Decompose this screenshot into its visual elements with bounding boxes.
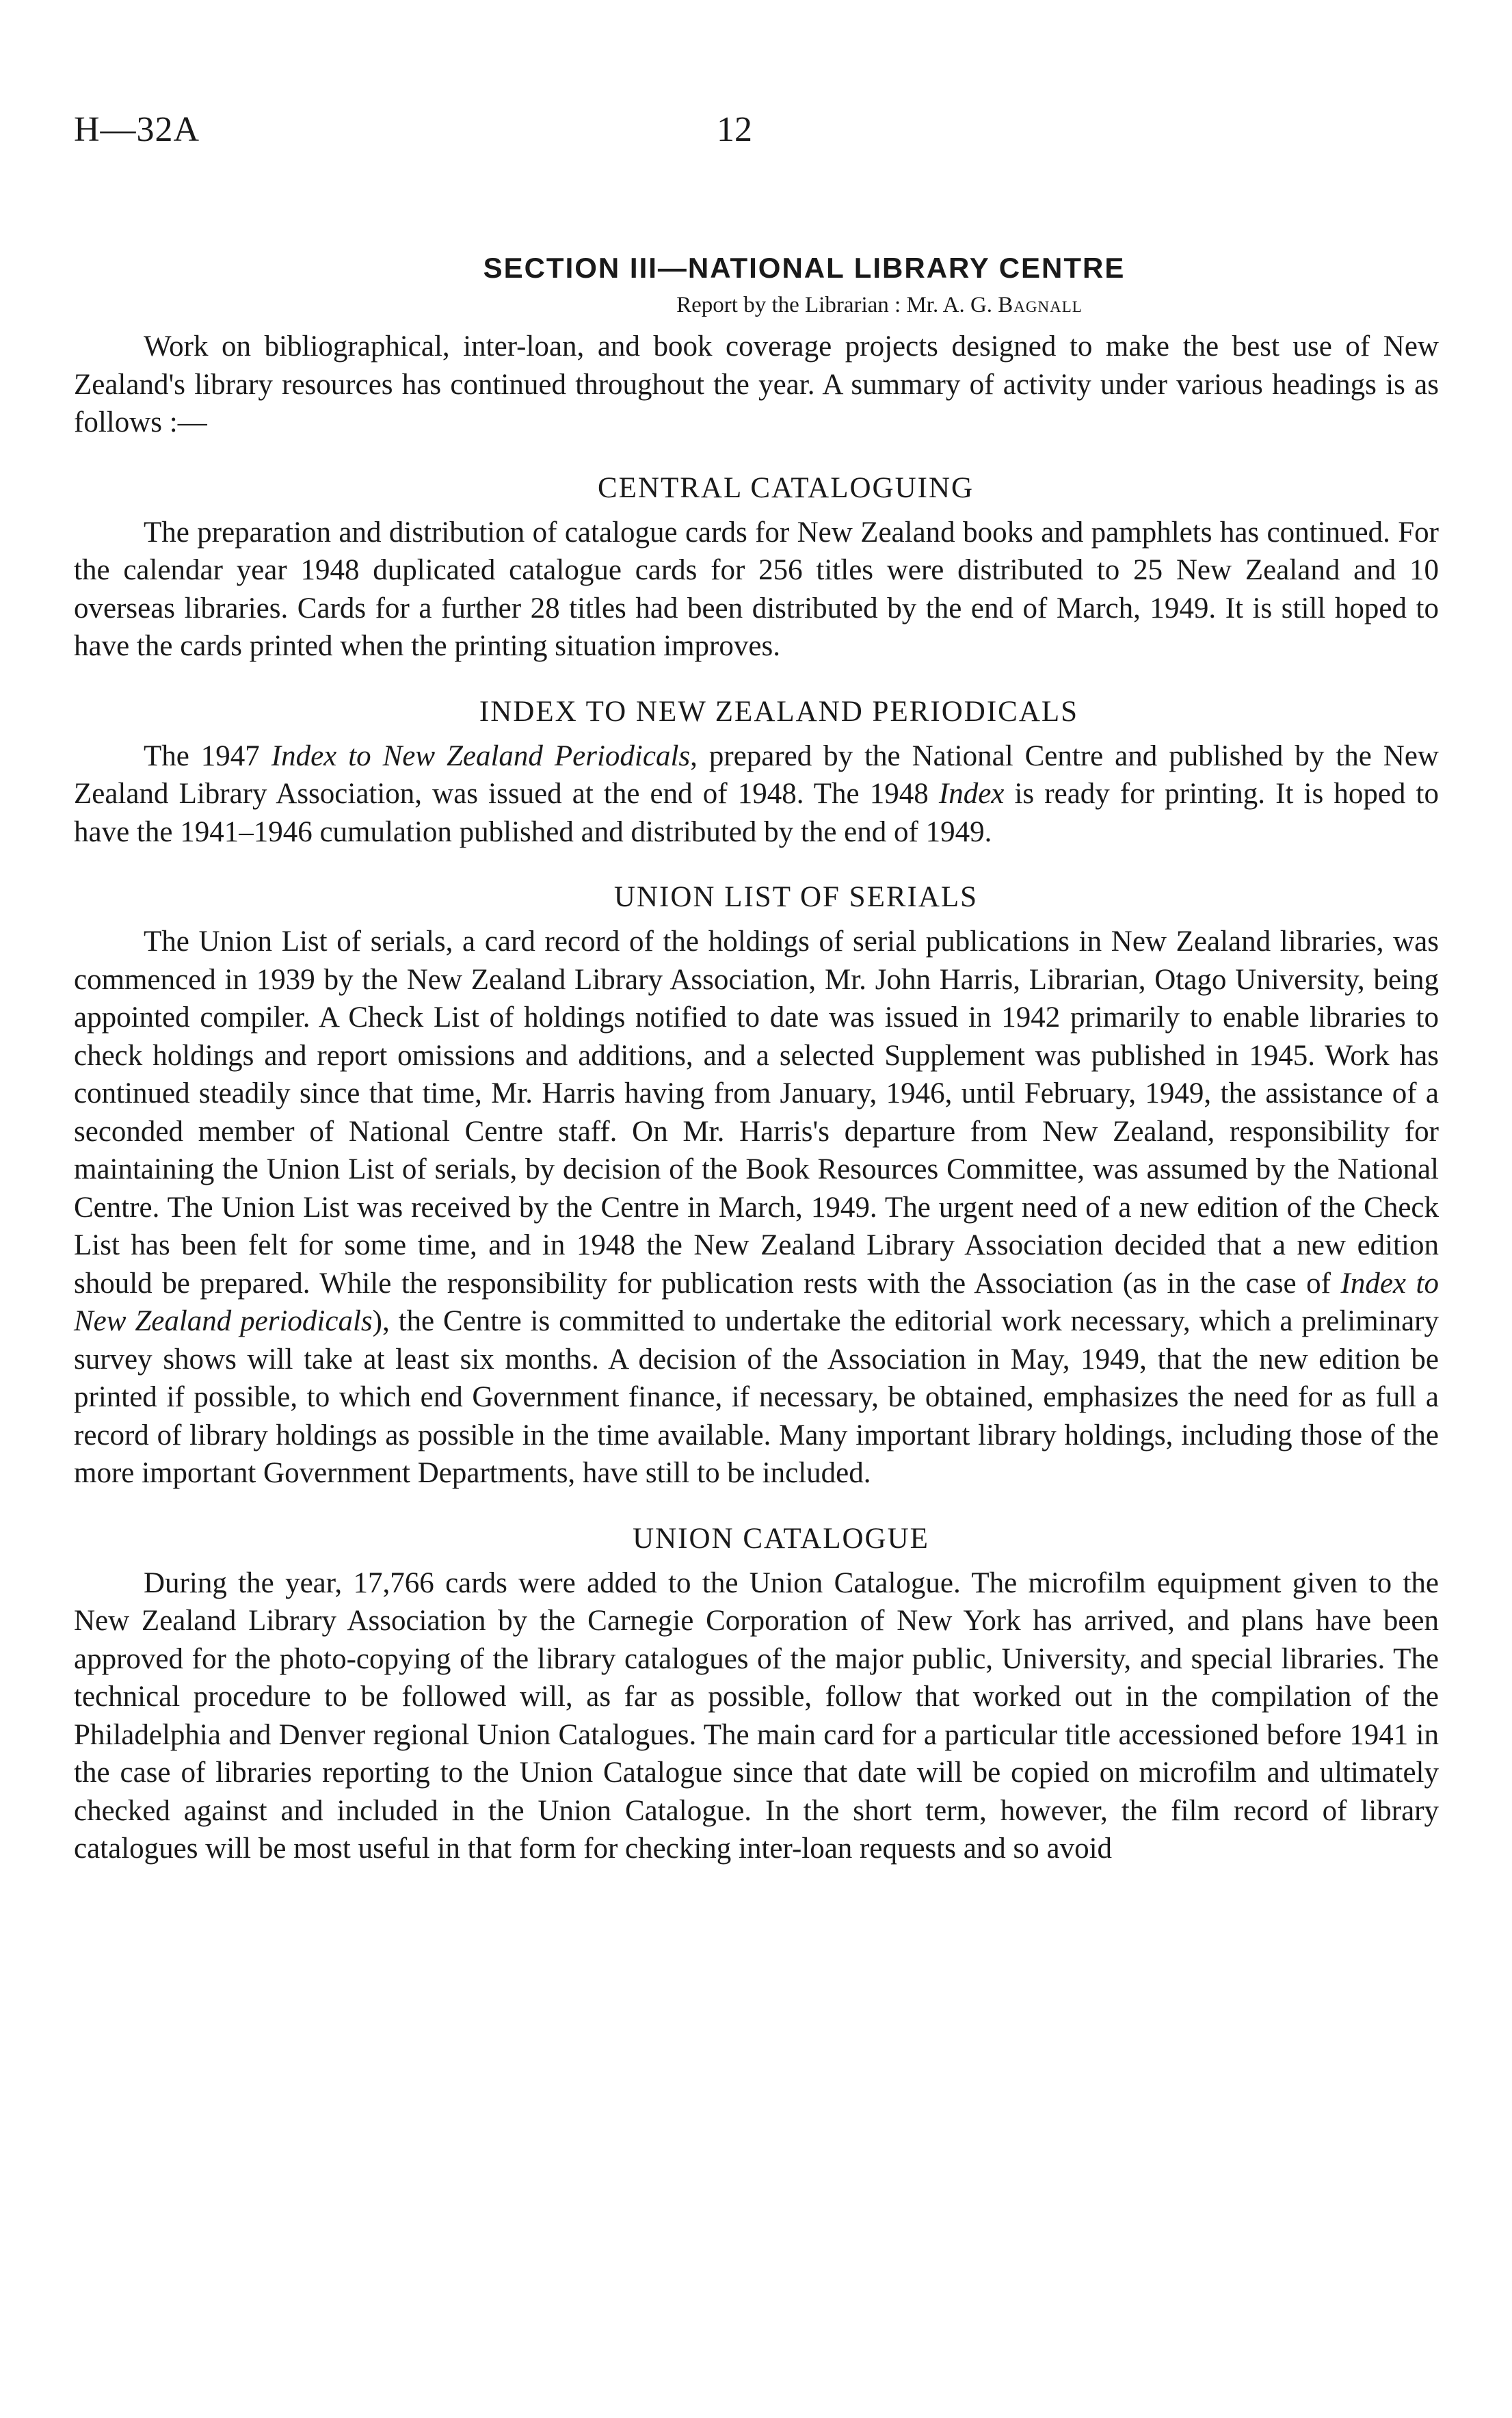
union-catalogue-heading: UNION CATALOGUE [633,1522,929,1555]
section-title: SECTION III—NATIONAL LIBRARY CENTRE [483,252,1126,284]
document-code: H—32A [74,110,200,149]
index-periodicals-paragraph [74,737,1439,852]
index-text-part-1: The 1947 [144,739,271,772]
page-header [74,109,1439,171]
index-title-italic: Index to New Zealand Periodicals [271,739,691,772]
report-author-name: Bagnall [998,293,1083,317]
index-periodicals-heading: INDEX TO NEW ZEALAND PERIODICALS [479,695,1079,728]
union-list-text-part-2: ), the Centre is committed to undertake the editorial work necessary, which a preliminary survey shows will take at least six months. A decision of the Association in May, 1949, that the new edition be printed if possible, to which end Government finance, if necessary, be obtained, emphasizes the need for as full a record of library holdings as possible in the time available. Many important library holdings, including those of the more important Government Departments, have still to be included. [74,1305,1440,1489]
page-number: 12 [717,110,752,149]
index-text-part-3: is ready for printing. It is hoped to have the 1941–1946 cumulation published and distributed by the end of 1949. [74,778,1439,848]
report-byline [74,293,1439,318]
union-list-title-italic: Index to New Zealand periodicals [74,1267,1439,1337]
union-list-paragraph [74,923,1439,1493]
document-page [74,109,1439,1868]
central-cataloguing-paragraph: The preparation and distribution of catalogue cards for New Zealand books and pamphlets has continued. For the calendar year 1948 duplicated catalogue cards for 256 titles were distributed to 25 New Zealand and 10 overseas libraries. Cards for a further 28 titles had been distributed by the end of March, 1949. It is still hoped to have the cards printed when the printing situation improves. [74,516,1439,662]
union-list-heading: UNION LIST OF SERIALS [613,881,979,913]
index-text-part-2: , prepared by the National Centre and published by the New Zealand Library Association, was issued at the end of 1948. The 1948 [74,739,1439,810]
union-list-text-part-1: The Union List of serials, a card record of the holdings of serial publications in New Zealand libraries, was commenced in 1939 by the New Zealand Library Association, Mr. John Harris, Librarian, Otago University, being appointed compiler. A Check List of holdings notified to date was issued in 1942 primarily to enable libraries to check holdings and report omissions and additions, and a selected Supplement was published in 1945. Work has continued steadily since that time, Mr. Harris having from January, 1946, until February, 1949, the assistance of a seconded member of National Centre staff. On Mr. Harris's departure from New Zealand, responsibility for maintaining the Union List of serials, by decision of the Book Resources Committee, was assumed by the National Centre. The Union List was received by the Centre in March, 1949. The urgent need of a new edition of the Check List has been felt for some time, and in 1948 the New Zealand Library Association decided that a new edition should be prepared. While the responsibility for publication rests with the Association (as in the case of [74,925,1439,1300]
report-byline-prefix: Report by the Librarian : Mr. A. G. [676,293,998,317]
index-short-title-italic: Index [938,778,1005,810]
intro-paragraph: Work on bibliographical, inter-loan, and book coverage projects designed to make the best use of New Zealand's library resources has continued throughout the year. A summary of activity under various headings is as follows :— [74,330,1439,438]
union-catalogue-paragraph: During the year, 17,766 cards were added to the Union Catalogue. The microfilm equipment given to the New Zealand Library Association by the Carnegie Corporation of New York has arrived, and plans have been approved for the photo-copying of the library catalogues of the major public, University, and special libraries. The technical procedure to be followed will, as far as possible, follow that worked out in the compilation of the Philadelphia and Denver regional Union Catalogues. The main card for a particular title accessioned before 1941 in the case of libraries reporting to the Union Catalogue since that date will be copied on microfilm and ultimately checked against and included in the Union Catalogue. In the short term, however, the film record of library catalogues will be most useful in that form for checking inter-loan requests and so avoid [74,1566,1439,1865]
central-cataloguing-heading: CENTRAL CATALOGUING [597,471,974,504]
